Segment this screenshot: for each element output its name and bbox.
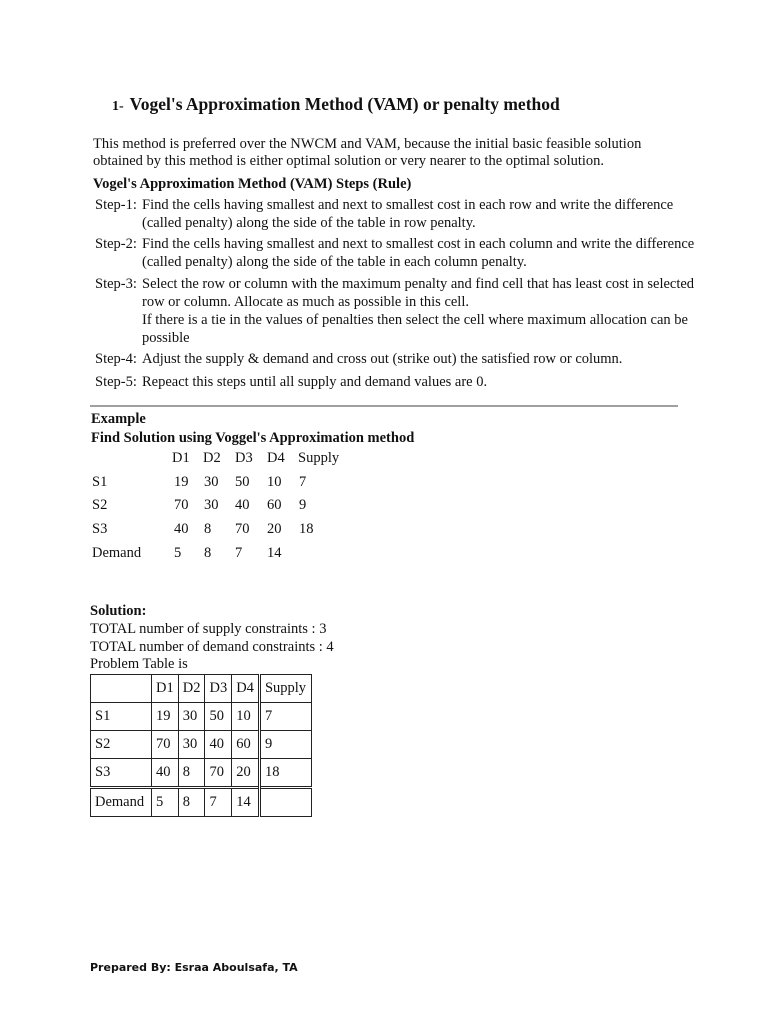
table-cell: 19: [152, 703, 179, 731]
grid-header: D1: [172, 450, 190, 466]
solution-title: Solution:: [90, 603, 147, 619]
step-3: [95, 275, 695, 347]
grid-cell: 50: [235, 474, 250, 490]
step-1: [95, 196, 695, 232]
demand-constraints-text: TOTAL number of demand constraints : 4: [90, 639, 334, 655]
intro-paragraph: This method is preferred over the NWCM and VAM, because the initial basic feasible solution obtained by this method is either optimal solution or very nearer to the optimal solution.: [93, 136, 642, 169]
table-header-row: [91, 675, 312, 703]
footer-credit: Prepared By: Esraa Aboulsafa, TA: [90, 961, 298, 974]
table-cell: 8: [178, 759, 205, 788]
grid-cell: 8: [204, 521, 212, 537]
grid-header: Supply: [298, 450, 340, 466]
table-cell: 50: [205, 703, 232, 731]
table-row: [91, 731, 312, 759]
grid-cell: 8: [204, 545, 212, 561]
heading-title: Vogel's Approximation Method (VAM) or penalty method: [129, 94, 560, 114]
table-cell: 60: [232, 731, 260, 759]
table-row-demand: [91, 788, 312, 817]
grid-cell: 9: [299, 497, 307, 513]
grid-cell: 7: [235, 545, 243, 561]
problem-table-label: Problem Table is: [90, 656, 188, 672]
steps-title: Vogel's Approximation Method (VAM) Steps (Rule): [93, 176, 412, 192]
step-text: Adjust the supply & demand and cross out (strike out) the satisfied row or column.: [142, 351, 623, 367]
grid-header: D2: [203, 450, 221, 466]
table-row: [91, 703, 312, 731]
grid-row-label: S1: [92, 474, 108, 490]
section-heading: [112, 94, 560, 115]
table-cell: 9: [259, 731, 311, 759]
table-cell: 40: [152, 759, 179, 788]
grid-row-label: Demand: [92, 545, 142, 561]
grid-cell: 60: [267, 497, 282, 513]
table-cell: 7: [205, 788, 232, 817]
grid-cell: 30: [204, 474, 219, 490]
example-title: Example: [91, 411, 146, 427]
table-cell: 30: [178, 731, 205, 759]
step-4: [95, 350, 695, 368]
table-cell: 7: [259, 703, 311, 731]
grid-cell: 18: [299, 521, 314, 537]
table-header: D1: [152, 675, 179, 703]
step-text: Find the cells having smallest and next to smallest cost in each row and write the difference (called penalty) along the side of the table in row penalty.: [142, 197, 674, 231]
table-cell: 40: [205, 731, 232, 759]
heading-number: 1-: [112, 99, 124, 114]
table-row-label: S1: [91, 703, 152, 731]
table-row-label: S3: [91, 759, 152, 788]
grid-row-label: S3: [92, 521, 108, 537]
grid-cell: 30: [204, 497, 219, 513]
step-label: Step-5:: [95, 374, 137, 390]
grid-cell: 10: [267, 474, 282, 490]
step-label: Step-3:: [95, 276, 137, 292]
grid-header: D3: [235, 450, 253, 466]
table-cell: 14: [232, 788, 260, 817]
table-cell: 30: [178, 703, 205, 731]
table-cell: 70: [152, 731, 179, 759]
problem-table: [90, 674, 312, 817]
grid-cell: 7: [299, 474, 307, 490]
step-text: Select the row or column with the maximum penalty and find cell that has least cost in selected row or column. Allocate as much as possible in this cell.: [142, 276, 695, 310]
step-2: [95, 235, 695, 271]
grid-cell: 5: [174, 545, 182, 561]
table-header: D2: [178, 675, 205, 703]
table-header: Supply: [259, 675, 311, 703]
table-cell: 70: [205, 759, 232, 788]
step-text-note: If there is a tie in the values of penalties then select the cell where maximum allocation can be possible: [142, 312, 688, 346]
table-cell: [91, 675, 152, 703]
table-header: D4: [232, 675, 260, 703]
table-cell: 5: [152, 788, 179, 817]
table-row: [91, 759, 312, 788]
supply-constraints-text: TOTAL number of supply constraints : 3: [90, 621, 327, 637]
table-row-label: S2: [91, 731, 152, 759]
grid-cell: 70: [235, 521, 250, 537]
step-label: Step-1:: [95, 197, 137, 213]
step-5: [95, 373, 695, 391]
table-cell: 20: [232, 759, 260, 788]
table-cell: 8: [178, 788, 205, 817]
grid-cell: 40: [235, 497, 250, 513]
grid-cell: 19: [174, 474, 189, 490]
grid-cell: 20: [267, 521, 282, 537]
table-cell: 18: [259, 759, 311, 788]
section-divider: [90, 405, 678, 407]
table-row-label: Demand: [91, 788, 152, 817]
step-text: Find the cells having smallest and next to smallest cost in each column and write the difference (called penalty) along the side of the table in each column penalty.: [142, 236, 695, 270]
step-text: Repeact this steps until all supply and demand values are 0.: [142, 374, 488, 390]
table-cell: [259, 788, 311, 817]
grid-header: D4: [267, 450, 285, 466]
grid-cell: 14: [267, 545, 282, 561]
table-cell: 10: [232, 703, 260, 731]
example-subtitle: Find Solution using Voggel's Approximation method: [91, 430, 415, 446]
grid-cell: 70: [174, 497, 189, 513]
step-label: Step-2:: [95, 236, 137, 252]
grid-cell: 40: [174, 521, 189, 537]
step-text-group: [142, 275, 695, 347]
step-label: Step-4:: [95, 351, 137, 367]
table-header: D3: [205, 675, 232, 703]
grid-row-label: S2: [92, 497, 108, 513]
